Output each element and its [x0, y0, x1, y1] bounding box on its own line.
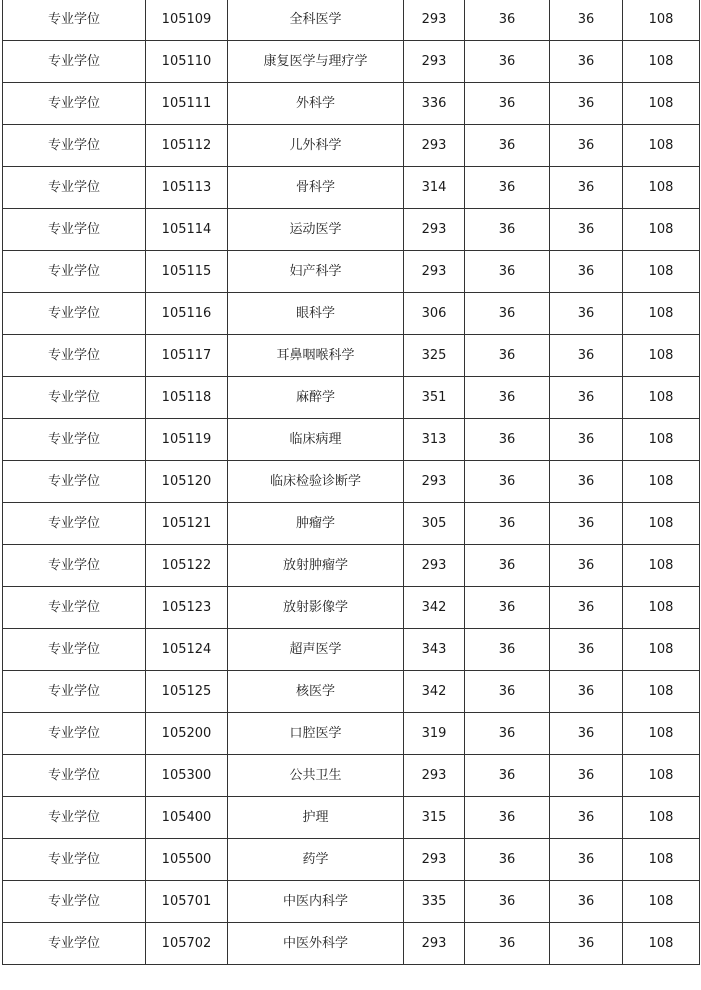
- table-row: [3, 923, 700, 965]
- subject2-score-cell: 36: [550, 125, 623, 167]
- subject1-score-cell: 36: [465, 0, 550, 41]
- subject1-score-cell: 36: [465, 125, 550, 167]
- major-code-cell: 105112: [146, 125, 228, 167]
- total-score-cell: 315: [404, 797, 465, 839]
- total-score-cell: 293: [404, 251, 465, 293]
- total-score-cell: 293: [404, 923, 465, 965]
- major-code-cell: 105200: [146, 713, 228, 755]
- major-name-cell: 口腔医学: [228, 713, 404, 755]
- subject3-score-cell: 108: [623, 923, 700, 965]
- subject1-score-cell: 36: [465, 251, 550, 293]
- major-name-cell: 全科医学: [228, 0, 404, 41]
- degree-type-cell: 专业学位: [3, 0, 146, 41]
- subject2-score-cell: 36: [550, 923, 623, 965]
- major-code-cell: 105116: [146, 293, 228, 335]
- degree-type-cell: 专业学位: [3, 251, 146, 293]
- major-name-cell: 肿瘤学: [228, 503, 404, 545]
- major-name-cell: 康复医学与理疗学: [228, 41, 404, 83]
- major-code-cell: 105400: [146, 797, 228, 839]
- degree-type-cell: 专业学位: [3, 377, 146, 419]
- major-name-cell: 放射肿瘤学: [228, 545, 404, 587]
- total-score-cell: 305: [404, 503, 465, 545]
- major-name-cell: 公共卫生: [228, 755, 404, 797]
- major-name-cell: 放射影像学: [228, 587, 404, 629]
- major-code-cell: 105110: [146, 41, 228, 83]
- subject2-score-cell: 36: [550, 881, 623, 923]
- subject3-score-cell: 108: [623, 251, 700, 293]
- major-name-cell: 中医外科学: [228, 923, 404, 965]
- subject2-score-cell: 36: [550, 83, 623, 125]
- subject1-score-cell: 36: [465, 629, 550, 671]
- table-row: [3, 587, 700, 629]
- subject2-score-cell: 36: [550, 713, 623, 755]
- subject2-score-cell: 36: [550, 503, 623, 545]
- total-score-cell: 336: [404, 83, 465, 125]
- table-body: [3, 0, 700, 965]
- major-name-cell: 骨科学: [228, 167, 404, 209]
- major-code-cell: 105119: [146, 419, 228, 461]
- subject3-score-cell: 108: [623, 629, 700, 671]
- table-row: [3, 0, 700, 41]
- subject3-score-cell: 108: [623, 587, 700, 629]
- total-score-cell: 293: [404, 461, 465, 503]
- major-code-cell: 105300: [146, 755, 228, 797]
- subject2-score-cell: 36: [550, 419, 623, 461]
- subject2-score-cell: 36: [550, 545, 623, 587]
- degree-type-cell: 专业学位: [3, 167, 146, 209]
- major-code-cell: 105114: [146, 209, 228, 251]
- major-name-cell: 护理: [228, 797, 404, 839]
- degree-type-cell: 专业学位: [3, 335, 146, 377]
- subject3-score-cell: 108: [623, 209, 700, 251]
- subject1-score-cell: 36: [465, 545, 550, 587]
- degree-type-cell: 专业学位: [3, 713, 146, 755]
- subject3-score-cell: 108: [623, 83, 700, 125]
- subject1-score-cell: 36: [465, 797, 550, 839]
- degree-type-cell: 专业学位: [3, 83, 146, 125]
- total-score-cell: 335: [404, 881, 465, 923]
- subject1-score-cell: 36: [465, 167, 550, 209]
- total-score-cell: 293: [404, 41, 465, 83]
- major-name-cell: 儿外科学: [228, 125, 404, 167]
- subject2-score-cell: 36: [550, 587, 623, 629]
- subject1-score-cell: 36: [465, 923, 550, 965]
- degree-type-cell: 专业学位: [3, 545, 146, 587]
- subject1-score-cell: 36: [465, 293, 550, 335]
- subject3-score-cell: 108: [623, 41, 700, 83]
- degree-type-cell: 专业学位: [3, 419, 146, 461]
- degree-type-cell: 专业学位: [3, 41, 146, 83]
- major-name-cell: 外科学: [228, 83, 404, 125]
- table-row: [3, 671, 700, 713]
- table-row: [3, 209, 700, 251]
- table-row: [3, 629, 700, 671]
- total-score-cell: 319: [404, 713, 465, 755]
- table-row: [3, 251, 700, 293]
- subject2-score-cell: 36: [550, 167, 623, 209]
- subject1-score-cell: 36: [465, 755, 550, 797]
- degree-type-cell: 专业学位: [3, 461, 146, 503]
- total-score-cell: 293: [404, 755, 465, 797]
- subject3-score-cell: 108: [623, 545, 700, 587]
- major-code-cell: 105121: [146, 503, 228, 545]
- degree-type-cell: 专业学位: [3, 209, 146, 251]
- degree-type-cell: 专业学位: [3, 587, 146, 629]
- table-row: [3, 797, 700, 839]
- subject1-score-cell: 36: [465, 419, 550, 461]
- total-score-cell: 325: [404, 335, 465, 377]
- subject1-score-cell: 36: [465, 461, 550, 503]
- subject2-score-cell: 36: [550, 41, 623, 83]
- total-score-cell: 342: [404, 671, 465, 713]
- subject3-score-cell: 108: [623, 419, 700, 461]
- degree-type-cell: 专业学位: [3, 881, 146, 923]
- subject3-score-cell: 108: [623, 797, 700, 839]
- subject2-score-cell: 36: [550, 839, 623, 881]
- table-row: [3, 545, 700, 587]
- major-name-cell: 耳鼻咽喉科学: [228, 335, 404, 377]
- major-code-cell: 105500: [146, 839, 228, 881]
- degree-type-cell: 专业学位: [3, 797, 146, 839]
- subject3-score-cell: 108: [623, 461, 700, 503]
- major-code-cell: 105111: [146, 83, 228, 125]
- major-name-cell: 临床检验诊断学: [228, 461, 404, 503]
- total-score-cell: 314: [404, 167, 465, 209]
- table-row: [3, 41, 700, 83]
- major-name-cell: 药学: [228, 839, 404, 881]
- subject2-score-cell: 36: [550, 251, 623, 293]
- subject2-score-cell: 36: [550, 461, 623, 503]
- degree-type-cell: 专业学位: [3, 839, 146, 881]
- subject1-score-cell: 36: [465, 503, 550, 545]
- subject1-score-cell: 36: [465, 209, 550, 251]
- subject3-score-cell: 108: [623, 0, 700, 41]
- table-row: [3, 167, 700, 209]
- subject1-score-cell: 36: [465, 83, 550, 125]
- table-row: [3, 293, 700, 335]
- subject1-score-cell: 36: [465, 839, 550, 881]
- degree-type-cell: 专业学位: [3, 503, 146, 545]
- major-name-cell: 核医学: [228, 671, 404, 713]
- total-score-cell: 313: [404, 419, 465, 461]
- total-score-cell: 343: [404, 629, 465, 671]
- total-score-cell: 351: [404, 377, 465, 419]
- major-code-cell: 105125: [146, 671, 228, 713]
- subject3-score-cell: 108: [623, 755, 700, 797]
- major-name-cell: 妇产科学: [228, 251, 404, 293]
- major-code-cell: 105113: [146, 167, 228, 209]
- subject3-score-cell: 108: [623, 503, 700, 545]
- subject2-score-cell: 36: [550, 629, 623, 671]
- subject2-score-cell: 36: [550, 209, 623, 251]
- table-row: [3, 335, 700, 377]
- major-name-cell: 运动医学: [228, 209, 404, 251]
- major-name-cell: 中医内科学: [228, 881, 404, 923]
- subject2-score-cell: 36: [550, 797, 623, 839]
- major-code-cell: 105120: [146, 461, 228, 503]
- major-name-cell: 眼科学: [228, 293, 404, 335]
- degree-type-cell: 专业学位: [3, 755, 146, 797]
- subject3-score-cell: 108: [623, 293, 700, 335]
- subject3-score-cell: 108: [623, 881, 700, 923]
- subject3-score-cell: 108: [623, 377, 700, 419]
- total-score-cell: 293: [404, 545, 465, 587]
- subject2-score-cell: 36: [550, 755, 623, 797]
- table-row: [3, 839, 700, 881]
- subject2-score-cell: 36: [550, 671, 623, 713]
- major-code-cell: 105124: [146, 629, 228, 671]
- subject3-score-cell: 108: [623, 839, 700, 881]
- degree-type-cell: 专业学位: [3, 293, 146, 335]
- total-score-cell: 342: [404, 587, 465, 629]
- subject2-score-cell: 36: [550, 335, 623, 377]
- major-name-cell: 临床病理: [228, 419, 404, 461]
- table-row: [3, 503, 700, 545]
- table-row: [3, 461, 700, 503]
- subject1-score-cell: 36: [465, 713, 550, 755]
- table-row: [3, 377, 700, 419]
- major-code-cell: 105115: [146, 251, 228, 293]
- score-table: [2, 0, 700, 965]
- major-code-cell: 105701: [146, 881, 228, 923]
- subject1-score-cell: 36: [465, 587, 550, 629]
- table-row: [3, 755, 700, 797]
- total-score-cell: 306: [404, 293, 465, 335]
- subject2-score-cell: 36: [550, 0, 623, 41]
- subject3-score-cell: 108: [623, 671, 700, 713]
- total-score-cell: 293: [404, 0, 465, 41]
- subject1-score-cell: 36: [465, 335, 550, 377]
- subject3-score-cell: 108: [623, 713, 700, 755]
- total-score-cell: 293: [404, 839, 465, 881]
- major-code-cell: 105118: [146, 377, 228, 419]
- subject1-score-cell: 36: [465, 377, 550, 419]
- subject2-score-cell: 36: [550, 293, 623, 335]
- degree-type-cell: 专业学位: [3, 923, 146, 965]
- subject1-score-cell: 36: [465, 671, 550, 713]
- major-name-cell: 超声医学: [228, 629, 404, 671]
- subject2-score-cell: 36: [550, 377, 623, 419]
- table-row: [3, 125, 700, 167]
- degree-type-cell: 专业学位: [3, 125, 146, 167]
- table-row: [3, 83, 700, 125]
- total-score-cell: 293: [404, 125, 465, 167]
- degree-type-cell: 专业学位: [3, 671, 146, 713]
- major-name-cell: 麻醉学: [228, 377, 404, 419]
- major-code-cell: 105123: [146, 587, 228, 629]
- table-row: [3, 713, 700, 755]
- major-code-cell: 105122: [146, 545, 228, 587]
- subject3-score-cell: 108: [623, 125, 700, 167]
- subject3-score-cell: 108: [623, 167, 700, 209]
- major-code-cell: 105109: [146, 0, 228, 41]
- total-score-cell: 293: [404, 209, 465, 251]
- degree-type-cell: 专业学位: [3, 629, 146, 671]
- major-code-cell: 105117: [146, 335, 228, 377]
- major-code-cell: 105702: [146, 923, 228, 965]
- table-row: [3, 419, 700, 461]
- subject3-score-cell: 108: [623, 335, 700, 377]
- subject1-score-cell: 36: [465, 881, 550, 923]
- subject1-score-cell: 36: [465, 41, 550, 83]
- table-row: [3, 881, 700, 923]
